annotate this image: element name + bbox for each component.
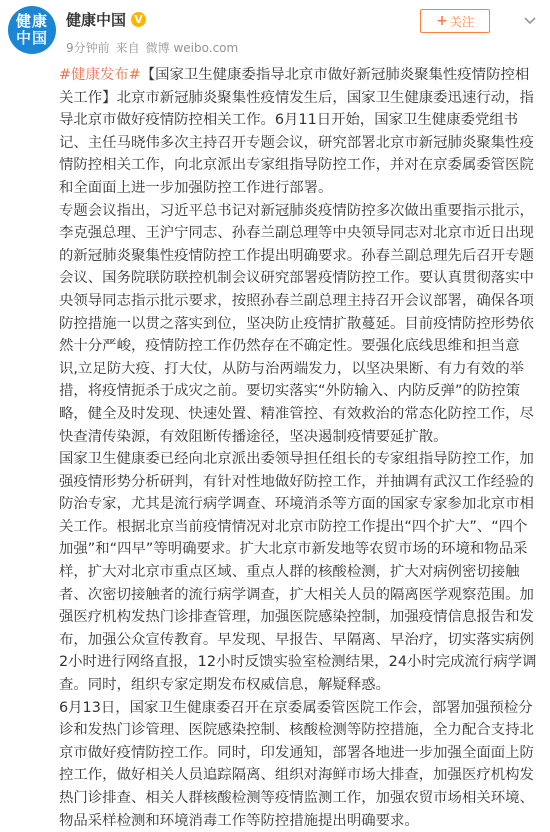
timestamp[interactable]: 9分钟前 (66, 41, 110, 55)
verified-badge-icon: V (131, 12, 146, 27)
source-prefix: 来自 (115, 41, 140, 55)
avatar-text-line1: 健康 (15, 12, 48, 30)
user-name[interactable]: 健康中国 (66, 10, 127, 29)
plus-icon: + (436, 13, 448, 29)
name-row (66, 9, 146, 29)
post-header (0, 0, 550, 60)
post-paragraph-1 (59, 64, 537, 200)
post-content (59, 64, 537, 832)
chevron-down-svg (524, 17, 536, 25)
post-paragraph-3: 国家卫生健康委已经向北京派出委领导担任组长的专家组指导防控工作，加强疫情形势分析研判，有针对性地做好防控工作，并抽调有武汉工作经验的防治专家，尤其是流行病学调查、环境消杀等方面的国家专家参加北京市相关工作。根据北京当前疫情情况对北京市防控工作提出“四个扩大”、“四个加强”和“四早”等明确要求。扩大北京市新发地等农贸市场的环境和物品采样，扩大对北京市重点区域、重点人群的核酸检测，扩大对病例密切接触者、次密切接触者的流行病学调查，扩大相关人员的隔离医学观察范围。加强医疗机构发热门诊排查管理，加强医院感染控制，加强疫情信息报告和发布，加强公众宣传教育。早发现、早报告、早隔离、早治疗，切实落实病例2小时进行网络直报，12小时反馈实验室检测结果，24小时完成流行病学调查。同时，组织专家定期发布权威信息，解疑释惑。 (59, 451, 537, 694)
paragraph-1-text: 【国家卫生健康委指导北京市做好新冠肺炎聚集性疫情防控相关工作】北京市新冠肺炎聚集性疫情发生后，国家卫生健康委迅速行动，指导北京市做好疫情防控相关工作。6月11日开始，国家卫生健康委党组书记、主任马晓伟多次主持召开专题会议，研究部署北京市新冠肺炎聚集性疫情防控相关工作，向北京派出专家组指导防控工作，并对在京委属委管医院和全面面上进一步加强防控工作进行部署。 (59, 67, 534, 196)
chevron-down-icon[interactable] (523, 14, 537, 28)
avatar[interactable] (8, 6, 56, 54)
post-paragraph-4: 6月13日，国家卫生健康委召开在京委属委管医院工作会，部署加强预检分诊和发热门诊管理、医院感染控制、核酸检测等防控措施，全力配合支持北京市做好疫情防控工作。同时，印发通知，部署各地进一步加强全面面上防控工作，做好相关人员追踪隔离、组织对海鲜市场大排查，加强医疗机构发热门诊排查、相关人群核酸检测等疫情监测工作，加强农贸市场相关环境、物品采样检测和环境消毒工作等防控措施提出明确要求。 (59, 699, 534, 829)
post-meta (66, 39, 238, 56)
source-link[interactable]: 微博 weibo.com (145, 41, 239, 55)
post-paragraph-2: 专题会议指出，习近平总书记对新冠肺炎疫情防控多次做出重要指示批示，李克强总理、王沪宁同志、孙春兰副总理等中央领导同志对北京市近日出现的新冠肺炎聚集性疫情防控工作提出明确要求。孙春兰副总理先后召开专题会议、国务院联防联控机制会议研究部署疫情防控工作。要认真贯彻落实中央领导同志指示批示要求，按照孙春兰副总理主持召开会议部署，确保各项防控措施一以贯之落实到位，坚决防止疫情扩散蔓延。目前疫情防控形势依然十分严峻，疫情防控工作仍然存在不确定性。要强化底线思维和担当意识,立足防大疫、打大仗，从防与治两端发力，以坚决果断、有力有效的举措，将疫情扼杀于成灾之前。要切实落实“外防输入、内防反弹”的防控策略，健全及时发现、快速处置、精准管控、有效救治的常态化防控工作，尽快查清传染源，有效阻断传播途径，坚决遏制疫情要延扩散。 (59, 202, 534, 445)
follow-label: 关注 (449, 14, 474, 29)
follow-button[interactable] (420, 9, 490, 33)
topic-hashtag[interactable]: #健康发布# (59, 67, 141, 83)
avatar-text-line2: 中国 (15, 29, 48, 47)
